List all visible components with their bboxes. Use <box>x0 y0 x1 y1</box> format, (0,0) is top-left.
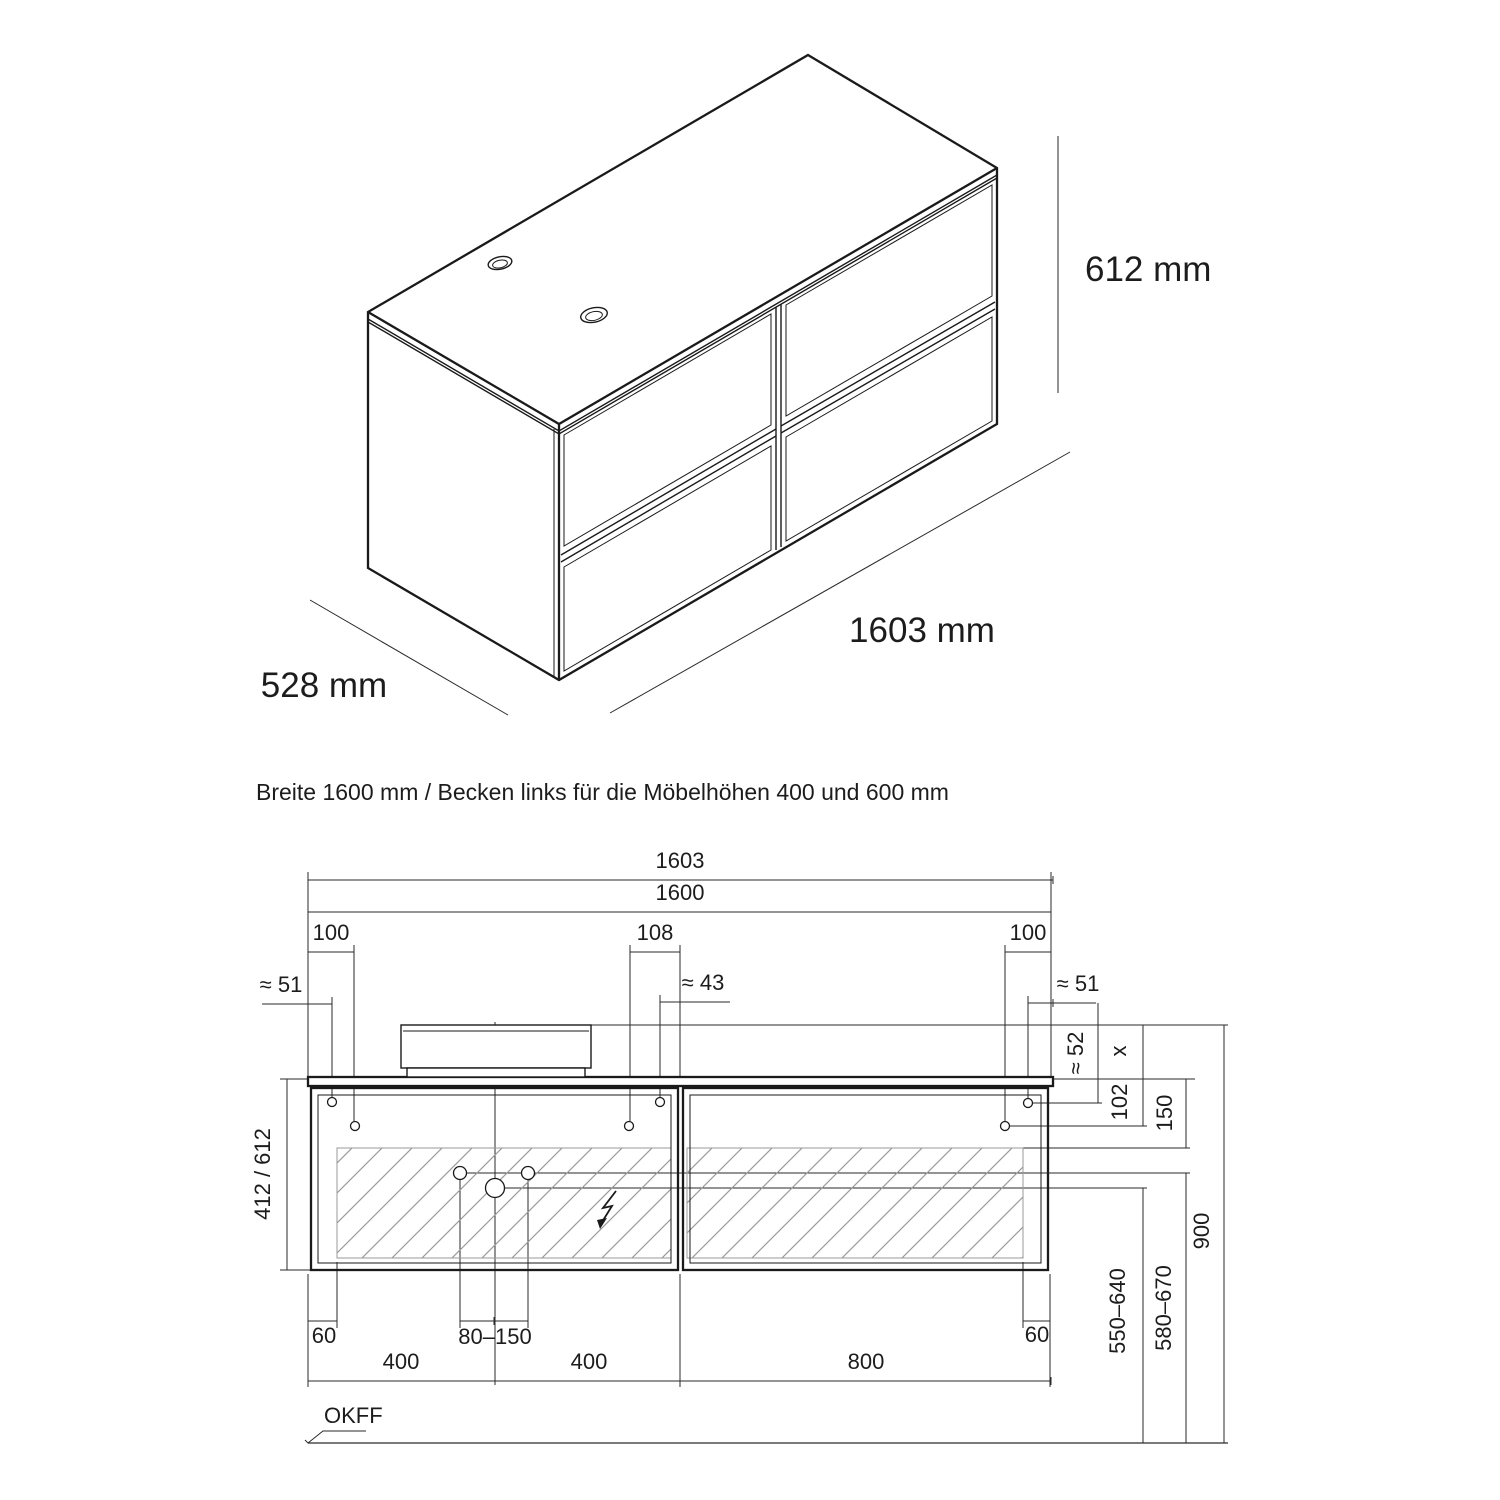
hatch-zone-right <box>687 1148 1023 1258</box>
dim-approx-left: ≈ 51 <box>259 972 303 997</box>
front-elevation-view <box>250 848 1228 1443</box>
mount-hole <box>656 1098 665 1107</box>
datum-label: OKFF <box>324 1403 383 1428</box>
dim-x: x <box>1106 1045 1131 1057</box>
dim-400-b: 400 <box>570 1349 608 1374</box>
dim-left-60: 60 <box>311 1323 337 1348</box>
dim-approx-right: ≈ 51 <box>1056 971 1100 996</box>
countertop <box>308 1077 1053 1086</box>
caption: Breite 1600 mm / Becken links für die Möbelhöhen 400 und 600 mm <box>256 779 949 805</box>
dim-hole-left: 100 <box>312 920 350 945</box>
iso-height-dimension: 612 mm <box>1085 250 1212 289</box>
iso-depth-dimension: 528 mm <box>260 666 388 705</box>
basin <box>401 1025 591 1077</box>
dim-400-a: 400 <box>382 1349 420 1374</box>
mount-hole <box>1001 1122 1010 1131</box>
extension-lines <box>280 872 1051 1387</box>
dim-900: 900 <box>1189 1212 1214 1250</box>
iso-width-dimension: 1603 mm <box>849 611 995 650</box>
dim-150: 150 <box>1152 1094 1177 1132</box>
dim-580-670: 580–670 <box>1151 1265 1176 1351</box>
supply-connection <box>454 1167 467 1180</box>
basin-base <box>407 1068 585 1077</box>
isometric-view <box>261 55 1212 715</box>
iso-drawer-inset-outlines <box>564 185 992 671</box>
iso-drain-hole <box>579 305 608 325</box>
dim-412-612: 412 / 612 <box>250 1128 275 1220</box>
dim-right-60: 60 <box>1024 1322 1050 1347</box>
dim-102: 102 <box>1107 1083 1132 1121</box>
mount-hole <box>328 1098 337 1107</box>
dim-approx-52: ≈ 52 <box>1063 1031 1088 1075</box>
mount-hole <box>1024 1099 1033 1108</box>
dim-overall-width: 1603 <box>655 848 705 873</box>
datum-symbol <box>305 1431 366 1443</box>
supply-connection <box>522 1167 535 1180</box>
dim-hole-center: 108 <box>636 920 674 945</box>
iso-cabinet-inner-edges <box>368 168 997 680</box>
dim-800: 800 <box>847 1349 885 1374</box>
iso-drawer-split <box>561 302 995 562</box>
dim-cabinet-width: 1600 <box>655 880 705 905</box>
iso-faucet-hole <box>487 254 513 271</box>
dim-approx-center: ≈ 43 <box>681 970 725 995</box>
iso-width-dim-line <box>610 452 1070 713</box>
iso-countertop-slab <box>368 175 997 434</box>
drain-connection <box>486 1179 505 1198</box>
mount-hole <box>625 1122 634 1131</box>
dim-80-150: 80–150 <box>458 1324 532 1349</box>
mount-hole <box>351 1122 360 1131</box>
iso-drawer-divider <box>776 304 781 550</box>
dim-hole-right: 100 <box>1009 920 1047 945</box>
dim-550-640: 550–640 <box>1105 1268 1130 1354</box>
hatch-zone-left <box>337 1148 671 1258</box>
